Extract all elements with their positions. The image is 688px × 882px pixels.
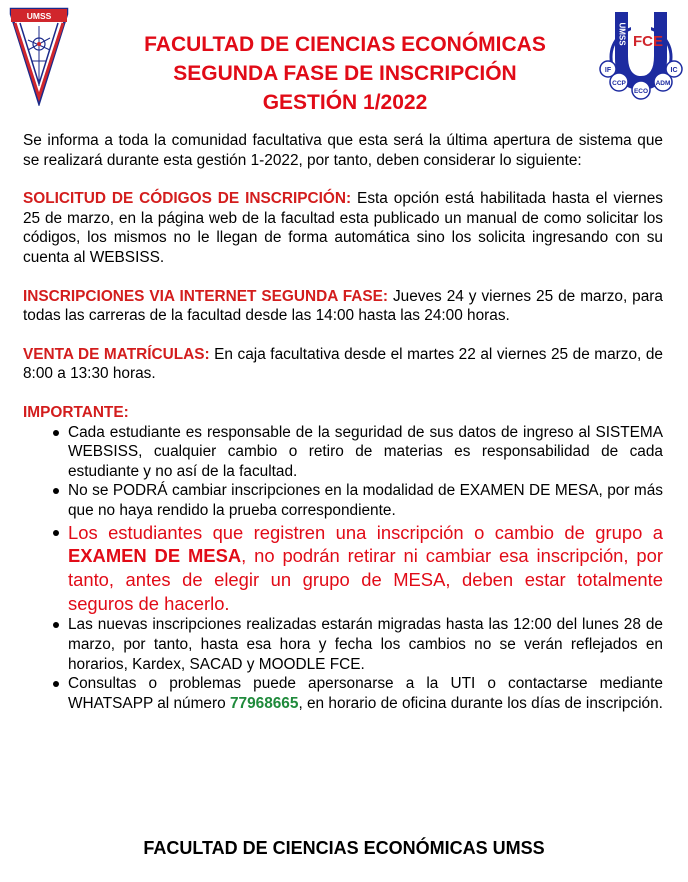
document-body	[23, 131, 663, 713]
fce-logo	[598, 10, 684, 100]
section-codes-title: SOLICITUD DE CÓDIGOS DE INSCRIPCIÓN:	[23, 190, 352, 208]
header-line-3: GESTIÓN 1/2022	[262, 91, 428, 114]
list-item: No se PODRÁ cambiar inscripciones en la modalidad de EXAMEN DE MESA, por más que no haya rendido la prueba correspondiente.	[23, 481, 663, 520]
important-list	[23, 423, 663, 714]
fce-tag-ccp: CCP	[612, 80, 626, 87]
contact-text-a: Consultas o problemas puede apersonarse a la UTI o contactarse mediante WHATSAPP al número	[68, 675, 663, 712]
fce-tag-eco: ECO	[633, 88, 649, 95]
section-internet-enrollment	[23, 287, 663, 326]
section-internet-text: Jueves 24 y viernes 25 de marzo, para todas las carreras de la facultad desde las 14:00 hasta las 24:00 horas.	[23, 287, 663, 325]
section-internet-title: INSCRIPCIONES VIA INTERNET SEGUNDA FASE:	[23, 287, 389, 305]
section-registration-sales	[23, 345, 663, 384]
header-line-2: SEGUNDA FASE DE INSCRIPCIÓN	[173, 62, 517, 85]
intro-paragraph: Se informa a toda la comunidad facultativa que esta será la última apertura de sistema que se realizará durante esta gestión 1-2022, por tanto, deben considerar lo siguiente:	[23, 132, 663, 169]
list-item-contact	[23, 674, 663, 713]
contact-text-b: , en horario de oficina durante los días de inscripción.	[298, 694, 663, 712]
fce-vertical-label: UMSS	[617, 22, 627, 46]
warning-text-a: Los estudiantes que registren una inscripción o cambio de grupo a	[68, 521, 663, 543]
warning-text-b: , no podrán retirar ni cambiar esa inscripción, por tanto, antes de elegir un grupo de MESA, deben estar totalmente seguros de hacerlo.	[68, 545, 663, 614]
list-item: Cada estudiante es responsable de la seguridad de sus datos de ingreso al SISTEMA WEBSISS, cualquier cambio o retiro de materias es responsabilidad de cada estudiante y no así de la facultad.	[23, 423, 663, 482]
umss-shield-logo	[8, 6, 70, 106]
fce-tag-adm: ADM	[655, 80, 671, 87]
list-item: Las nuevas inscripciones realizadas estarán migradas hasta las 12:00 del lunes 28 de marzo, por tanto, hasta esa hora y fecha los cambios no se verán reflejados en horarios, Kardex, SACAD y MOODLE FCE.	[23, 615, 663, 674]
umss-label: UMSS	[26, 11, 52, 21]
header-line-1: FACULTAD DE CIENCIAS ECONÓMICAS	[144, 33, 546, 56]
whatsapp-number: 77968665	[229, 694, 299, 712]
document-footer: FACULTAD DE CIENCIAS ECONÓMICAS UMSS	[143, 838, 545, 858]
section-codes-text: Esta opción está habilitada hasta el viernes 25 de marzo, en la página web de la facultad esta publicado un manual de como solicitar los códigos, los mismos no le llegan de forma automática sino los solicita ingresando con su cuenta al WEBSISS.	[23, 190, 663, 266]
section-codes	[23, 189, 663, 267]
important-title: IMPORTANTE:	[23, 403, 129, 421]
list-item-warning	[23, 521, 663, 616]
section-sales-text: En caja facultativa desde el martes 22 al viernes 25 de marzo, de 8:00 a 13:30 horas.	[23, 345, 663, 383]
fce-letters: FCE	[633, 33, 663, 50]
fce-tag-if: IF	[604, 67, 612, 74]
section-sales-title: VENTA DE MATRÍCULAS:	[23, 345, 210, 363]
warning-exam-label: EXAMEN DE MESA	[68, 545, 242, 567]
fce-tag-ic: IC	[670, 67, 678, 74]
document-header	[90, 30, 600, 117]
